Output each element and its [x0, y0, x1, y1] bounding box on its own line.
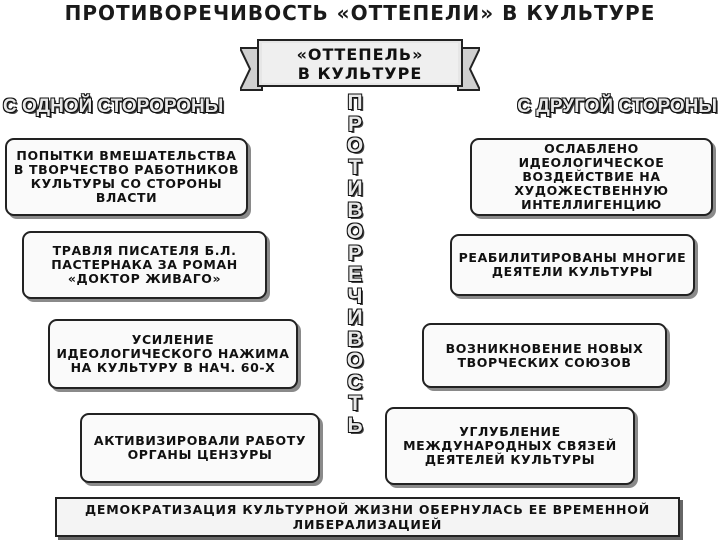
vertical-letter: И: [347, 177, 363, 200]
vertical-letter: Р: [347, 112, 362, 136]
vertical-letter: В: [347, 198, 363, 222]
conclusion-box: ДЕМОКРАТИЗАЦИЯ КУЛЬТУРНОЙ ЖИЗНИ ОБЕРНУЛАСЬ ЕЕ ВРЕМЕННОЙ ЛИБЕРАЛИЗАЦИЕЙ: [55, 497, 680, 537]
vertical-letter: Ч: [347, 284, 363, 308]
vertical-letter: В: [347, 327, 363, 351]
vertical-word-contradiction: [343, 92, 367, 436]
banner-line-1: «ОТТЕПЕЛЬ»: [296, 45, 424, 64]
right-item-box: ВОЗНИКНОВЕНИЕ НОВЫХ ТВОРЧЕСКИХ СОЮЗОВ: [422, 323, 667, 388]
banner-text: [262, 41, 458, 87]
vertical-letter: С: [347, 370, 363, 394]
right-item-box: РЕАБИЛИТИРОВАНЫ МНОГИЕ ДЕЯТЕЛИ КУЛЬТУРЫ: [450, 234, 695, 296]
vertical-letter: Ь: [347, 413, 363, 437]
right-item-box: ОСЛАБЛЕНО ИДЕОЛОГИЧЕСКОЕ ВОЗДЕЙСТВИЕ НА ХУДОЖЕСТВЕННУЮ ИНТЕЛЛИГЕНЦИЮ: [470, 138, 713, 216]
vertical-letter: О: [346, 134, 364, 157]
vertical-letter: И: [347, 306, 363, 329]
vertical-letter: Т: [348, 155, 362, 179]
left-item-box: УСИЛЕНИЕ ИДЕОЛОГИЧЕСКОГО НАЖИМА НА КУЛЬТУРУ В НАЧ. 60-Х: [48, 319, 298, 389]
right-item-box: УГЛУБЛЕНИЕ МЕЖДУНАРОДНЫХ СВЯЗЕЙ ДЕЯТЕЛЕЙ КУЛЬТУРЫ: [385, 407, 635, 485]
left-heading: С ОДНОЙ СТОРОРОНЫ: [3, 96, 224, 117]
vertical-letter: О: [346, 220, 364, 243]
vertical-letter: П: [347, 91, 363, 114]
banner: [240, 38, 480, 94]
page-title: ПРОТИВОРЕЧИВОСТЬ «ОТТЕПЕЛИ» В КУЛЬТУРЕ: [64, 1, 656, 25]
vertical-letter: Т: [348, 392, 362, 415]
vertical-letter: Е: [347, 263, 362, 286]
left-item-box: ТРАВЛЯ ПИСАТЕЛЯ Б.Л. ПАСТЕРНАКА ЗА РОМАН «ДОКТОР ЖИВАГО»: [22, 231, 267, 299]
banner-line-2: В КУЛЬТУРЕ: [297, 64, 423, 83]
vertical-letter: Р: [347, 241, 362, 265]
left-item-box: АКТИВИЗИРОВАЛИ РАБОТУ ОРГАНЫ ЦЕНЗУРЫ: [80, 413, 320, 483]
right-heading: С ДРУГОЙ СТОРОНЫ: [517, 96, 717, 117]
vertical-letter: О: [346, 349, 364, 372]
left-item-box: ПОПЫТКИ ВМЕШАТЕЛЬСТВА В ТВОРЧЕСТВО РАБОТНИКОВ КУЛЬТУРЫ СО СТОРОНЫ ВЛАСТИ: [5, 138, 248, 216]
